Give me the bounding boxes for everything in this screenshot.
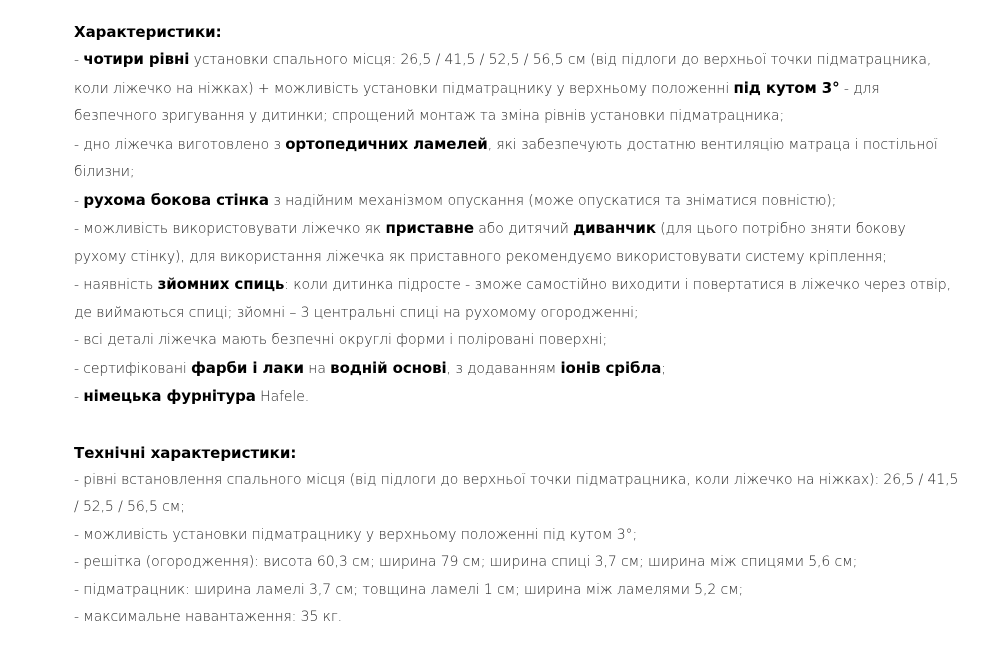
text-segment: - для безпечного зригування у дитинки; спрощений монтаж та зміна рівнів установки підматрацника;	[74, 80, 880, 124]
text-segment: - сертифіковані	[74, 360, 192, 377]
text-segment: установки спального місця: 26,5 / 41,5 / 52,5 / 56,5 см (від підлоги до верхньої точки підматрацника, коли ліжечко на ніжках) + можливість установки підматрацнику у верхньому положенні	[74, 52, 932, 97]
technical-heading: Технічні характеристики:	[74, 443, 297, 462]
technical-list	[74, 467, 960, 632]
bold-text: рухома бокова стінка	[83, 190, 269, 209]
text-segment: -	[74, 192, 84, 209]
list-item	[74, 467, 960, 522]
text-segment: ;	[661, 360, 666, 377]
text-segment: , які забезпечують достатню вентиляцію матраца і постільної білизни;	[74, 136, 938, 180]
list-item	[74, 187, 960, 216]
list-item	[74, 604, 960, 632]
text-segment: з надійним механізмом опускання (може опускатися та зніматися повністю);	[268, 192, 837, 209]
section-spacer	[74, 412, 960, 439]
list-item	[74, 383, 960, 412]
bold-text: зйомних спиць	[157, 275, 285, 293]
list-item	[74, 549, 960, 577]
text-segment: -	[74, 52, 84, 68]
bold-text: під кутом 3°	[733, 78, 840, 97]
text-segment: - можливість установки підматрацнику у верхньому положенні під кутом 3°;	[74, 526, 638, 543]
text-segment: - всі деталі ліжечка мають безпечні округлі форми і поліровані поверхні;	[74, 332, 608, 348]
text-segment: - решітка (огородження): висота 60,3 см; ширина 79 см; ширина спиці 3,7 см; ширина між спицями 5,6 см;	[74, 554, 858, 570]
list-item	[74, 327, 960, 355]
text-segment: -	[74, 389, 84, 405]
list-item	[74, 131, 960, 187]
text-segment: Hafele.	[255, 389, 310, 405]
list-item	[74, 271, 960, 327]
text-segment: - рівні встановлення спального місця (від підлоги до верхньої точки підматрацника, коли ліжечко на ніжках): 26,5 / 41,5 / 52,5 / 56,5 см;	[74, 471, 959, 515]
bold-text: ортопедичних ламелей	[285, 134, 488, 153]
bold-text: фарби і лаки	[191, 358, 304, 377]
text-segment: або дитячий	[473, 221, 574, 237]
text-segment: : коли дитинка підросте - зможе самостійно виходити і повертатися в ліжечко через отвір, де виймаються спиці; зйомні – 3 центральні спиці на рухомому огородженні;	[74, 277, 951, 321]
characteristics-heading: Характеристики:	[74, 23, 222, 41]
text-segment: , з додаванням	[446, 360, 561, 377]
bold-text: чотири рівні	[83, 50, 190, 68]
bold-text: водній основі	[330, 358, 447, 377]
bold-text: іонів срібла	[560, 358, 662, 377]
list-item	[74, 215, 960, 271]
text-segment: - підматрацник: ширина ламелі 3,7 см; товщина ламелі 1 см; ширина між ламелями 5,2 см;	[74, 581, 744, 598]
text-segment: - дно ліжечка виготовлено з	[74, 136, 286, 153]
text-segment: - можливість використовувати ліжечко як	[74, 221, 386, 237]
characteristics-list	[74, 46, 960, 412]
text-segment: - наявність	[74, 277, 158, 293]
text-segment: (для цього потрібно зняти бокову рухому стінку), для використання ліжечка як приставного рекомендуємо використовувати систему кріплення;	[74, 221, 906, 265]
list-item	[74, 355, 960, 384]
text-segment: - максимальне навантаження: 35 кг.	[74, 609, 342, 625]
bold-text: німецька фурнітура	[83, 387, 256, 405]
text-segment: на	[303, 360, 331, 377]
list-item	[74, 577, 960, 605]
bold-text: диванчик	[573, 219, 656, 237]
bold-text: приставне	[385, 219, 474, 237]
list-item	[74, 522, 960, 550]
list-item	[74, 46, 960, 131]
